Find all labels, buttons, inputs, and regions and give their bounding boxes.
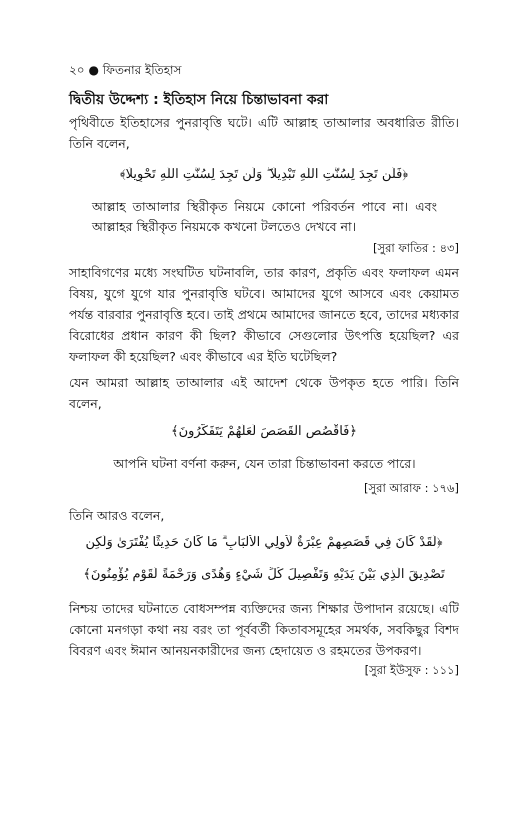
verse-fatir-arabic: ﴿فَلَن تَجِدَ لِسُنَّتِ اللَّهِ تَبْدِيلًا ۖ وَلَن تَجِدَ لِسُنَّتِ اللَّهِ تَحْوِيلًا﴾ [119, 167, 409, 182]
verse-araf-reference: [সুরা আরাফ : ১৭৬] [364, 481, 459, 495]
verse-yusuf-translation-text: নিশ্চয় তাদের ঘটনাতে বোধসম্পন্ন ব্যক্তিদের জন্য শিক্ষার উপাদান রয়েছে। এটি কোনো মনগড়া কথা নয় বরং তা পূর্ববর্তী কিতাবসমূহের সমর্থক, সবকিছুর বিশদ বিবরণ এবং ঈমান আনয়নকারীদের জন্য হেদায়েত ও রহমতের উপকরণ। [69, 601, 459, 658]
paragraph-intro: পৃথিবীতে ইতিহাসের পুনরাবৃত্তি ঘটে। এটি আল্লাহ তাআলার অবধারিত রীতি। তিনি বলেন, [69, 115, 459, 151]
page-header [69, 62, 181, 82]
header-bullet: ● [88, 63, 99, 77]
verse-yusuf-reference: [সুরা ইউসুফ : ১১১] [364, 663, 459, 677]
paragraph-he-also-said: তিনি আরও বলেন, [69, 508, 165, 523]
page-number: ২০ [69, 63, 85, 77]
paragraph-benefit: যেন আমরা আল্লাহ তাআলার এই আদেশ থেকে উপকৃত হতে পারি। তিনি বলেন, [69, 375, 459, 411]
verse-yusuf-translation [69, 598, 459, 661]
verse-fatir-reference: [সুরা ফাতির : ৪৩] [373, 241, 459, 255]
verse-fatir-translation: আল্লাহ তাআলার স্থিরীকৃত নিয়মে কোনো পরিবর্তন পাবে না। এবং আল্লাহর স্থিরীকৃত নিয়মকে কখনো টলতেও দেখবে না। [92, 199, 437, 234]
verse-yusuf-arabic-line-1: ﴿لَقَدْ كَانَ فِي قَصَصِهِمْ عِبْرَةٌ لِّأُولِي الْأَلْبَابِ ۗ مَا كَانَ حَدِيثًا يُفْتَرَىٰ وَلَٰكِن [85, 535, 443, 550]
section-heading: দ্বিতীয় উদ্দেশ্য : ইতিহাস নিয়ে চিন্তাভাবনা করা [69, 92, 329, 108]
paragraph-sahaba-events: সাহাবিগণের মধ্যে সংঘটিত ঘটনাবলি, তার কারণ, প্রকৃতি এবং ফলাফল এমন বিষয়, যুগে যুগে যার পুনরাবৃত্তি ঘটবে। আমাদের যুগে আসবে এবং কেয়ামত পর্যন্ত বারবার পুনরাবৃত্তি হবে। তাই প্রথমে আমাদের জানতে হবে, তাদের মধ্যকার বিরোধের প্রধান কারণ কী ছিল? কীভাবে সেগুলোর উৎপত্তি হয়েছিল? এর ফলাফল কী হয়েছিল? এবং কীভাবে এর ইতি ঘটেছিল? [69, 265, 459, 364]
verse-araf-arabic: ﴿فَاقْصُصِ الْقَصَصَ لَعَلَّهُمْ يَتَفَكَّرُونَ﴾ [170, 424, 358, 439]
book-title: ফিতনার ইতিহাস [102, 63, 182, 77]
verse-yusuf-arabic-line-2: تَصْدِيقَ الَّذِي بَيْنَ يَدَيْهِ وَتَفْصِيلَ كُلِّ شَيْءٍ وَهُدًى وَرَحْمَةً لِّقَوْمٍ يُؤْمِنُونَ﴾ [83, 567, 445, 582]
verse-araf-translation: আপনি ঘটনা বর্ণনা করুন, যেন তারা চিন্তাভাবনা করতে পারে। [113, 456, 416, 471]
